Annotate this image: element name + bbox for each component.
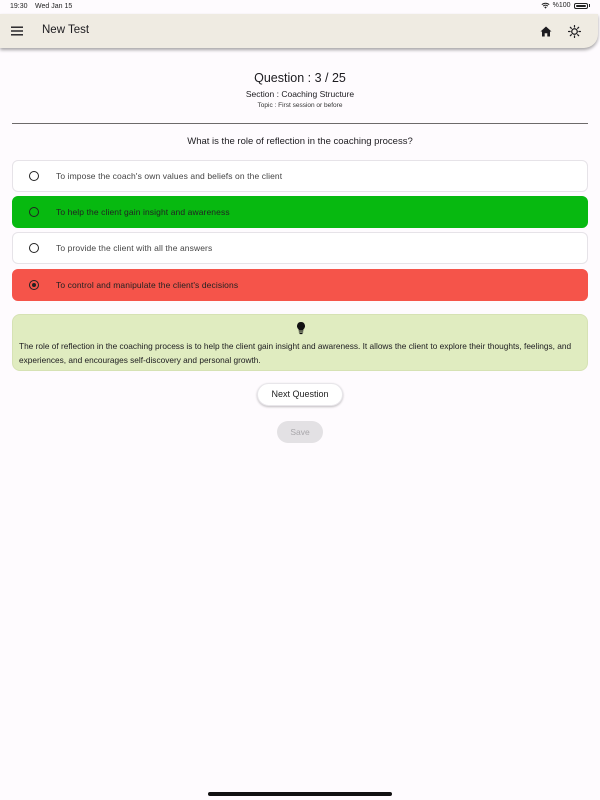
status-indicators bbox=[541, 2, 590, 9]
answer-option-3[interactable] bbox=[12, 232, 588, 264]
topic-label: Topic : First session or before bbox=[257, 102, 343, 109]
home-icon bbox=[540, 26, 552, 37]
app-bar bbox=[0, 14, 598, 48]
lightbulb-icon bbox=[295, 321, 307, 335]
answer-option-label: To help the client gain insight and awareness bbox=[56, 207, 230, 217]
radio-button[interactable] bbox=[29, 243, 39, 253]
question-text: What is the role of reflection in the coaching process? bbox=[187, 136, 413, 147]
answer-option-1[interactable] bbox=[12, 160, 588, 192]
menu-button[interactable] bbox=[8, 22, 26, 40]
home-indicator[interactable] bbox=[208, 792, 392, 796]
answer-option-2-correct[interactable] bbox=[12, 196, 588, 228]
app-title: New Test bbox=[42, 24, 90, 36]
answer-option-label: To impose the coach's own values and beliefs on the client bbox=[56, 171, 283, 181]
radio-button[interactable] bbox=[29, 207, 39, 217]
home-button[interactable] bbox=[537, 22, 555, 40]
radio-button[interactable] bbox=[29, 171, 39, 181]
save-button[interactable]: Save bbox=[277, 421, 323, 443]
status-bar bbox=[0, 0, 600, 14]
header-divider bbox=[12, 123, 588, 124]
wifi-icon bbox=[541, 2, 550, 9]
status-time: 19:30 bbox=[10, 3, 28, 10]
answer-option-label: To provide the client with all the answers bbox=[56, 243, 213, 253]
radio-button-selected[interactable] bbox=[29, 280, 39, 290]
status-date: Wed Jan 15 bbox=[35, 3, 73, 10]
battery-icon bbox=[574, 3, 588, 9]
explanation-text: The role of reflection in the coaching process is to help the client gain insight and awareness. It allows the client to explore their thoughts, feelings, and experiences, and encourages self-discovery and personal growth. bbox=[19, 341, 572, 365]
hamburger-menu-icon bbox=[11, 26, 23, 36]
answer-option-label: To control and manipulate the client's decisions bbox=[56, 280, 239, 290]
theme-toggle-button[interactable] bbox=[565, 22, 583, 40]
answer-option-4-incorrect[interactable] bbox=[12, 269, 588, 301]
section-label: Section : Coaching Structure bbox=[245, 89, 355, 99]
battery-percent: %100 bbox=[552, 2, 571, 9]
next-question-button[interactable]: Next Question bbox=[257, 383, 343, 406]
question-counter: Question : 3 / 25 bbox=[254, 71, 346, 85]
explanation-card bbox=[12, 314, 588, 371]
question-header bbox=[0, 70, 600, 111]
sun-icon bbox=[568, 25, 581, 38]
